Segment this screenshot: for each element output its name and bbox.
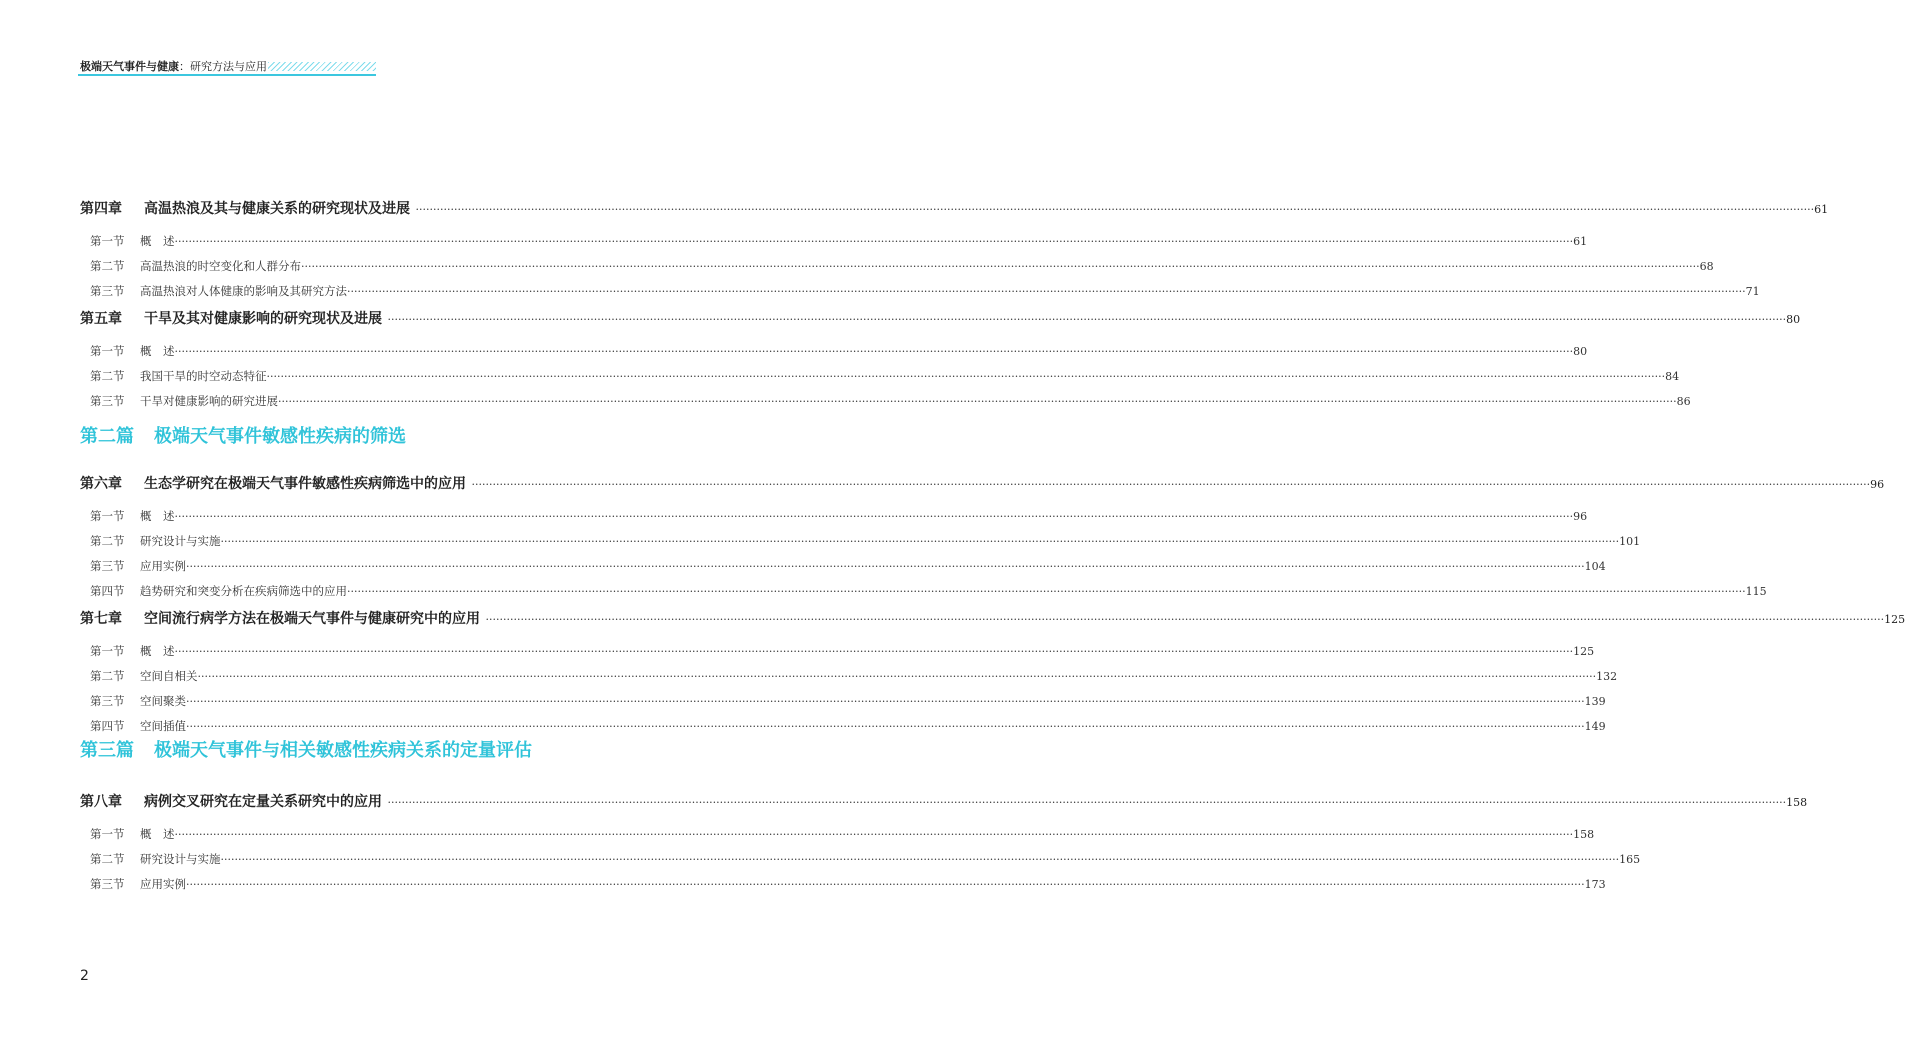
- section-title: 概 述: [140, 644, 175, 658]
- toc-section-entry[interactable]: [80, 343, 1588, 359]
- dot-leader: ················································································································································································································································································································································································································: [410, 203, 1815, 216]
- chapter-number: 第六章: [80, 476, 122, 492]
- page-ref: 125: [1573, 645, 1595, 658]
- section-number: 第三节: [90, 284, 125, 298]
- toc-section-entry[interactable]: [80, 258, 1714, 274]
- chapter-title: 干旱及其对健康影响的研究现状及进展: [144, 311, 382, 327]
- page-ref: 61: [1573, 235, 1588, 248]
- section-title: 概 述: [140, 509, 175, 523]
- toc-section-entry[interactable]: [80, 283, 1760, 299]
- toc-section-entry[interactable]: [80, 393, 1691, 409]
- page-ref: 149: [1584, 720, 1606, 733]
- section-title: 空间自相关: [140, 669, 198, 683]
- dot-leader: ················································································································································································································································································································································································································: [186, 878, 1585, 891]
- toc-section-entry[interactable]: [80, 693, 1606, 709]
- toc-section-entry[interactable]: [80, 851, 1641, 867]
- section-title: 高温热浪的时空变化和人群分布: [140, 259, 301, 273]
- page-ref: 96: [1573, 510, 1588, 523]
- toc-chapter-entry[interactable]: [80, 198, 1829, 218]
- section-number: 第三节: [90, 877, 125, 891]
- header-hatch-decoration: [268, 62, 376, 71]
- dot-leader: ················································································································································································································································································································································································································: [174, 645, 1574, 658]
- page-ref: 80: [1786, 313, 1801, 326]
- dot-leader: ················································································································································································································································································································································································································: [278, 395, 1677, 408]
- toc-section-entry[interactable]: [80, 558, 1606, 574]
- section-number: 第一节: [90, 234, 125, 248]
- page-ref: 84: [1665, 370, 1680, 383]
- page-ref: 96: [1870, 478, 1885, 491]
- section-title: 空间插值: [140, 719, 186, 733]
- section-number: 第一节: [90, 344, 125, 358]
- chapter-number: 第七章: [80, 611, 122, 627]
- toc-section-entry[interactable]: [80, 508, 1588, 524]
- toc-section-entry[interactable]: [80, 643, 1595, 659]
- section-number: 第三节: [90, 694, 125, 708]
- header-book-subtitle: ：研究方法与应用: [179, 60, 267, 73]
- dot-leader: ················································································································································································································································································································································································································: [186, 720, 1585, 733]
- part-title: 极端天气事件与相关敏感性疾病关系的定量评估: [154, 740, 532, 761]
- dot-leader: ················································································································································································································································································································································································································: [347, 585, 1746, 598]
- page-ref: 165: [1619, 853, 1641, 866]
- toc-section-entry[interactable]: [80, 233, 1588, 249]
- section-title: 研究设计与实施: [140, 534, 221, 548]
- chapter-title: 空间流行病学方法在极端天气事件与健康研究中的应用: [144, 611, 480, 627]
- section-number: 第二节: [90, 852, 125, 866]
- part-number: 第二篇: [80, 426, 134, 447]
- page-ref: 68: [1699, 260, 1714, 273]
- toc-section-entry[interactable]: [80, 368, 1680, 384]
- dot-leader: ················································································································································································································································································································································································································: [174, 828, 1574, 841]
- section-title: 概 述: [140, 827, 175, 841]
- section-number: 第三节: [90, 559, 125, 573]
- toc-chapter-entry[interactable]: [80, 308, 1801, 328]
- section-title: 应用实例: [140, 559, 186, 573]
- toc-chapter-entry[interactable]: [80, 473, 1885, 493]
- dot-leader: ················································································································································································································································································································································································································: [174, 345, 1574, 358]
- running-header-title: [80, 60, 267, 74]
- toc-section-entry[interactable]: [80, 668, 1618, 684]
- section-number: 第二节: [90, 369, 125, 383]
- toc-section-entry[interactable]: [80, 583, 1767, 599]
- part-number: 第三篇: [80, 740, 134, 761]
- section-number: 第二节: [90, 534, 125, 548]
- dot-leader: ················································································································································································································································································································································································································: [382, 796, 1787, 809]
- section-number: 第一节: [90, 644, 125, 658]
- page-number: 2: [80, 968, 89, 984]
- section-title: 高温热浪对人体健康的影响及其研究方法: [140, 284, 347, 298]
- chapter-title: 病例交叉研究在定量关系研究中的应用: [144, 794, 382, 810]
- dot-leader: ················································································································································································································································································································································································································: [220, 535, 1620, 548]
- section-title: 干旱对健康影响的研究进展: [140, 394, 278, 408]
- page-ref: 139: [1584, 695, 1606, 708]
- dot-leader: ················································································································································································································································································································································································································: [174, 510, 1574, 523]
- dot-leader: ················································································································································································································································································································································································································: [197, 670, 1597, 683]
- dot-leader: ················································································································································································································································································································································································································: [301, 260, 1700, 273]
- chapter-number: 第四章: [80, 201, 122, 217]
- dot-leader: ················································································································································································································································································································································································································: [480, 613, 1885, 626]
- page-ref: 173: [1584, 878, 1606, 891]
- header-book-title: 极端天气事件与健康: [80, 60, 179, 73]
- page-ref: 80: [1573, 345, 1588, 358]
- chapter-number: 第八章: [80, 794, 122, 810]
- dot-leader: ················································································································································································································································································································································································································: [382, 313, 1787, 326]
- section-number: 第一节: [90, 509, 125, 523]
- dot-leader: ················································································································································································································································································································································································································: [174, 235, 1574, 248]
- toc-chapter-entry[interactable]: [80, 791, 1808, 811]
- page-ref: 125: [1884, 613, 1905, 626]
- toc-section-entry[interactable]: [80, 876, 1606, 892]
- toc-section-entry[interactable]: [80, 718, 1606, 734]
- page-ref: 71: [1745, 285, 1760, 298]
- part-heading: [80, 736, 532, 762]
- dot-leader: ················································································································································································································································································································································································································: [186, 695, 1585, 708]
- dot-leader: ················································································································································································································································································································································································································: [186, 560, 1585, 573]
- page-ref: 115: [1745, 585, 1767, 598]
- dot-leader: ················································································································································································································································································································································································································: [466, 478, 1871, 491]
- part-title: 极端天气事件敏感性疾病的筛选: [154, 426, 406, 447]
- toc-section-entry[interactable]: [80, 533, 1641, 549]
- section-title: 应用实例: [140, 877, 186, 891]
- section-title: 空间聚类: [140, 694, 186, 708]
- chapter-number: 第五章: [80, 311, 122, 327]
- section-number: 第二节: [90, 259, 125, 273]
- chapter-title: 高温热浪及其与健康关系的研究现状及进展: [144, 201, 410, 217]
- section-title: 概 述: [140, 234, 175, 248]
- section-title: 趋势研究和突变分析在疾病筛选中的应用: [140, 584, 347, 598]
- dot-leader: ················································································································································································································································································································································································································: [220, 853, 1620, 866]
- page-ref: 104: [1584, 560, 1606, 573]
- dot-leader: ················································································································································································································································································································································································································: [266, 370, 1666, 383]
- section-number: 第二节: [90, 669, 125, 683]
- toc-chapter-entry[interactable]: [80, 608, 1905, 628]
- page-ref: 61: [1814, 203, 1829, 216]
- section-number: 第四节: [90, 584, 125, 598]
- page-ref: 101: [1619, 535, 1641, 548]
- chapter-title: 生态学研究在极端天气事件敏感性疾病筛选中的应用: [144, 476, 466, 492]
- dot-leader: ················································································································································································································································································································································································································: [347, 285, 1746, 298]
- part-heading: [80, 422, 406, 448]
- section-title: 概 述: [140, 344, 175, 358]
- section-number: 第三节: [90, 394, 125, 408]
- running-header: [78, 60, 376, 76]
- page-ref: 86: [1676, 395, 1691, 408]
- section-number: 第四节: [90, 719, 125, 733]
- section-title: 研究设计与实施: [140, 852, 221, 866]
- header-rule: [78, 74, 376, 76]
- section-number: 第一节: [90, 827, 125, 841]
- page-ref: 132: [1596, 670, 1618, 683]
- section-title: 我国干旱的时空动态特征: [140, 369, 267, 383]
- page-ref: 158: [1573, 828, 1595, 841]
- page-ref: 158: [1786, 796, 1808, 809]
- toc-section-entry[interactable]: [80, 826, 1595, 842]
